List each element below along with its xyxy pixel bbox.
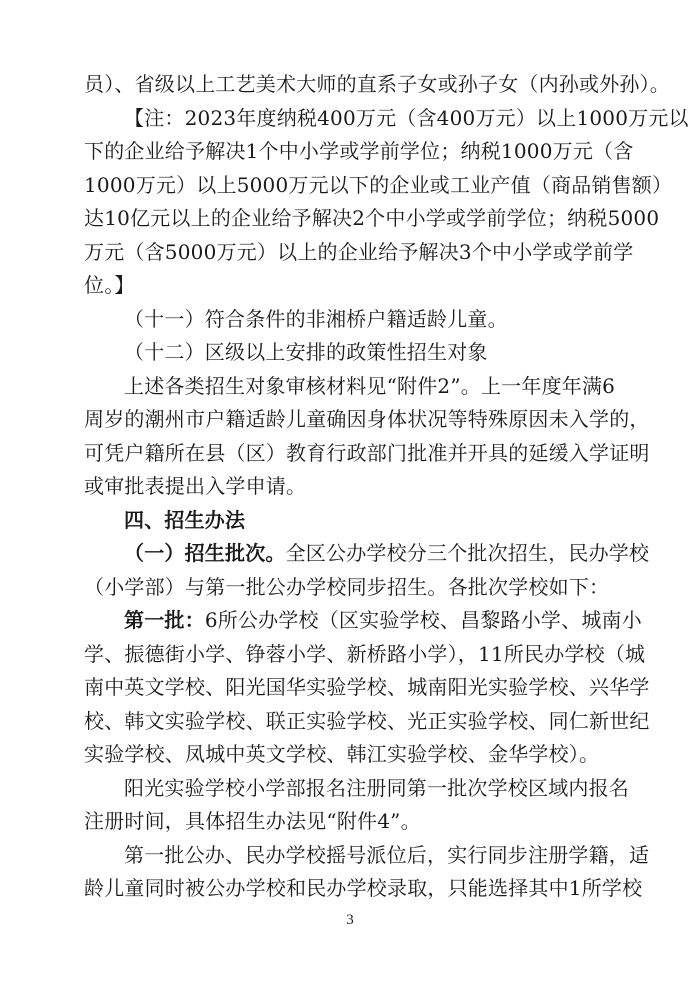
text-line: 或审批表提出入学申请。	[84, 474, 307, 498]
text-line: 万元（含5000万元）以上的企业给予解决3个中小学或学前学	[84, 239, 634, 264]
batch-text: 6所公办学校（区实验学校、昌黎路小学、城南小	[204, 608, 642, 632]
paragraph-start: 阳光实验学校小学部报名注册同第一批次学校区域内报名	[124, 775, 629, 800]
paragraph-start: 上述各类招生对象审核材料见“附件2”。上一年度年满6	[124, 373, 616, 398]
text-line: 位。】	[84, 273, 135, 297]
text-line: 下的企业给予解决1个中小学或学前学位；纳税1000万元（含	[84, 139, 634, 163]
text-line: 1000万元）以上5000万元以下的企业或工业产值（商品销售额）	[84, 172, 673, 197]
paragraph-start: 第一批公办、民办学校摇号派位后，实行同步注册学籍，适	[124, 842, 650, 867]
text-line: 可凭户籍所在县（区）教育行政部门批准并开具的延缓入学证明	[84, 440, 650, 465]
text-line: （小学部）与第一批公办学校同步招生。各批次学校如下：	[84, 574, 610, 599]
batch-title: 第一批：	[124, 608, 205, 632]
batch-line	[84, 604, 642, 638]
text-line: 达10亿元以上的企业给予解决2个中小学或学前学位；纳税5000	[84, 206, 660, 230]
text-line: 南中英文学校、阳光国华实验学校、城南阳光实验学校、兴华学	[84, 675, 650, 699]
subsection-title: （一）招生批次。	[124, 541, 286, 565]
subsection-line	[84, 537, 650, 571]
text-line: 龄儿童同时被公办学校和民办学校录取，只能选择其中1所学校	[84, 876, 643, 900]
text-line: 员）、省级以上工艺美术大师的直系子女或孙子女（内孙或外孙）。	[84, 72, 670, 96]
text-line: 周岁的潮州市户籍适龄儿童确因身体状况等特殊原因未入学的，	[84, 407, 650, 431]
text-line: 学、振德街小学、铮蓉小学、新桥路小学），11所民办学校（城	[84, 641, 646, 666]
section-heading: 四、招生办法	[124, 507, 246, 532]
list-item-twelve: （十二）区级以上安排的政策性招生对象	[124, 340, 488, 364]
text-line: 实验学校、凤城中英文学校、韩江实验学校、金华学校）。	[84, 742, 600, 766]
list-item-eleven: （十一）符合条件的非湘桥户籍适龄儿童。	[124, 306, 508, 331]
text-line: 校、韩文实验学校、联正实验学校、光正实验学校、同仁新世纪	[84, 708, 650, 733]
text-line: 【注：2023年度纳税400万元（含400万元）以上1000万元以	[124, 105, 689, 130]
page-number: 3	[346, 912, 354, 928]
document-body	[84, 68, 689, 906]
subsection-text: 全区公办学校分三个批次招生，民办学校	[285, 541, 650, 565]
text-line: 注册时间，具体招生办法见“附件4”。	[84, 809, 421, 833]
